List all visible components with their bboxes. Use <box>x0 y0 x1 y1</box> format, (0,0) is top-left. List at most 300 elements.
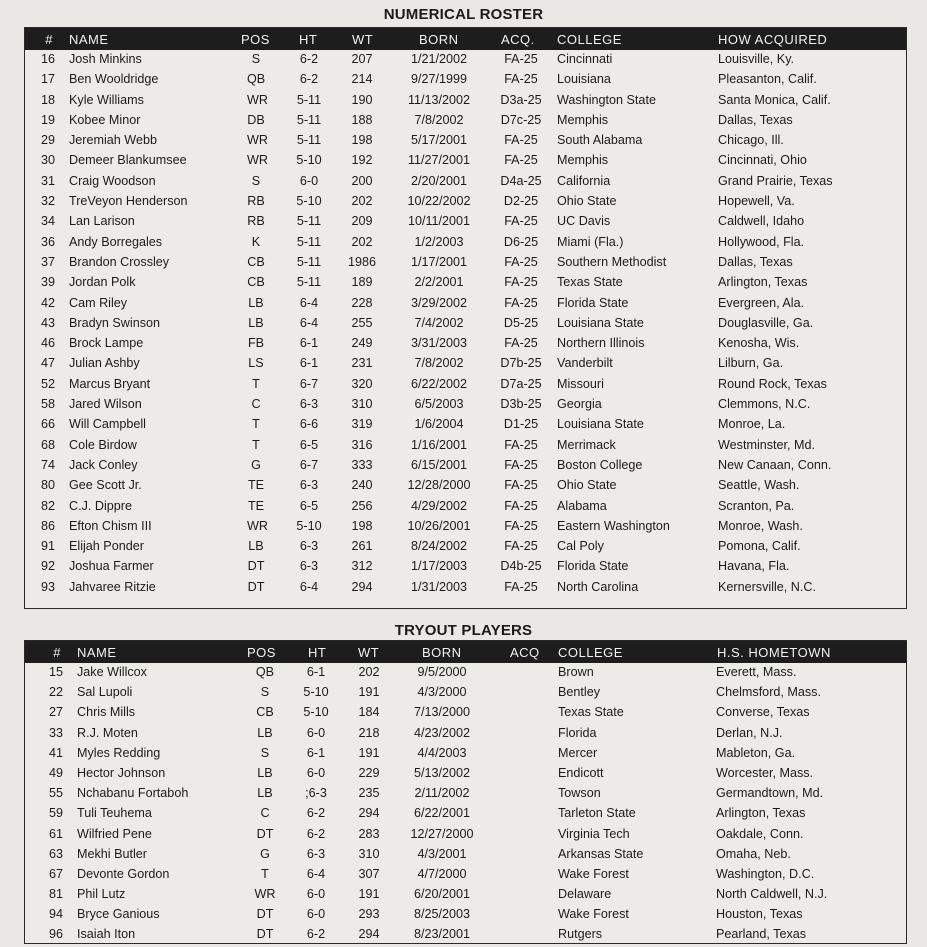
cell-born: 6/15/2001 <box>410 457 468 472</box>
cell-pos: WR <box>254 887 276 902</box>
cell-born: 2/11/2002 <box>414 786 470 801</box>
cell-ht: 5-10 <box>303 685 329 700</box>
cell-acq: D4b-25 <box>500 559 542 574</box>
cell-hometown: Cincinnati, Ohio <box>718 153 807 168</box>
cell-name: Bradyn Swinson <box>69 315 161 330</box>
cell-born: 7/13/2000 <box>413 705 471 720</box>
cell-college: Towson <box>558 786 601 801</box>
cell-wt: 218 <box>358 725 380 740</box>
cell-pos: DB <box>247 112 265 127</box>
cell-wt: 191 <box>358 887 380 902</box>
cell-wt: 294 <box>358 806 380 821</box>
cell-hometown: Caldwell, Idaho <box>718 214 805 229</box>
table-row <box>25 865 906 885</box>
cell-ht: 6-4 <box>299 315 319 330</box>
table-row <box>25 744 906 764</box>
cell-ht: 5-11 <box>296 112 322 127</box>
table-row <box>25 273 906 293</box>
cell-number: 17 <box>40 72 55 87</box>
cell-pos: CB <box>247 254 265 269</box>
table-row <box>25 825 906 845</box>
cell-born: 4/3/2000 <box>417 685 467 700</box>
cell-wt: 191 <box>358 745 380 760</box>
cell-name: Julian Ashby <box>69 356 140 371</box>
cell-pos: S <box>260 745 270 760</box>
cell-born: 3/29/2002 <box>410 295 468 310</box>
roster-header-ht: HT <box>299 32 318 47</box>
cell-hometown: Clemmons, N.C. <box>718 397 811 412</box>
cell-born: 10/26/2001 <box>407 518 471 533</box>
cell-born: 4/23/2002 <box>413 725 471 740</box>
cell-hometown: Mableton, Ga. <box>716 745 796 760</box>
cell-college: Northern Illinois <box>557 336 645 351</box>
tryout-header-college: COLLEGE <box>558 645 623 660</box>
table-row <box>25 703 906 723</box>
cell-hometown: Chelmsford, Mass. <box>716 685 821 700</box>
cell-ht: 6-4 <box>299 579 319 594</box>
cell-college: Delaware <box>558 887 612 902</box>
cell-wt: 294 <box>351 579 373 594</box>
cell-pos: DT <box>247 559 265 574</box>
cell-number: 46 <box>40 336 55 351</box>
table-row <box>25 885 906 905</box>
cell-name: Cam Riley <box>69 295 128 310</box>
cell-born: 7/4/2002 <box>414 315 464 330</box>
table-row <box>25 456 906 476</box>
cell-number: 36 <box>40 234 55 249</box>
cell-pos: LB <box>257 725 273 740</box>
cell-name: Jack Conley <box>69 457 138 472</box>
cell-ht: 6-0 <box>306 765 326 780</box>
cell-hometown: Monroe, Wash. <box>718 518 803 533</box>
cell-wt: 310 <box>351 397 373 412</box>
cell-number: 49 <box>48 765 63 780</box>
cell-hometown: Hollywood, Fla. <box>718 234 805 249</box>
cell-born: 4/7/2000 <box>417 866 467 881</box>
table-row <box>25 294 906 314</box>
tryout-header-wt: WT <box>358 645 380 660</box>
cell-wt: 235 <box>358 786 380 801</box>
cell-born: 11/27/2001 <box>407 153 471 168</box>
cell-ht: 5-11 <box>296 133 322 148</box>
cell-college: Alabama <box>557 498 607 513</box>
cell-number: 37 <box>40 254 55 269</box>
cell-number: 96 <box>48 927 63 942</box>
cell-pos: CB <box>247 275 265 290</box>
cell-ht: 6-3 <box>299 559 319 574</box>
cell-college: Memphis <box>557 112 609 127</box>
cell-college: South Alabama <box>557 133 643 148</box>
cell-ht: 6-0 <box>306 887 326 902</box>
cell-college: Louisiana State <box>557 417 644 432</box>
table-row <box>25 375 906 395</box>
cell-pos: K <box>251 234 261 249</box>
cell-name: Josh Minkins <box>69 52 142 66</box>
roster-title: NUMERICAL ROSTER <box>383 6 544 23</box>
cell-wt: 214 <box>351 72 373 87</box>
cell-pos: LB <box>257 765 273 780</box>
cell-number: 15 <box>48 665 63 679</box>
cell-ht: 6-1 <box>306 665 326 679</box>
cell-hometown: Pleasanton, Calif. <box>718 72 817 87</box>
table-row <box>25 111 906 131</box>
cell-name: Brock Lampe <box>69 336 144 351</box>
cell-ht: 5-11 <box>296 275 322 290</box>
table-row <box>25 436 906 456</box>
cell-college: Arkansas State <box>558 846 644 861</box>
table-row <box>25 314 906 334</box>
cell-number: 93 <box>40 579 55 594</box>
cell-pos: RB <box>247 214 265 229</box>
table-row <box>25 131 906 151</box>
cell-acq: D7c-25 <box>500 112 542 127</box>
cell-acq: FA-25 <box>504 153 538 168</box>
cell-college: Tarleton State <box>558 806 636 821</box>
cell-born: 2/20/2001 <box>410 173 468 188</box>
cell-college: Wake Forest <box>558 907 629 922</box>
cell-number: 16 <box>40 52 55 66</box>
cell-born: 2/2/2001 <box>414 275 464 290</box>
cell-acq: D4a-25 <box>500 173 542 188</box>
table-row <box>25 476 906 496</box>
cell-acq: D7b-25 <box>500 356 542 371</box>
cell-born: 6/22/2002 <box>410 376 468 391</box>
cell-number: 94 <box>48 907 63 922</box>
table-row <box>25 50 906 70</box>
cell-born: 5/17/2001 <box>410 133 468 148</box>
cell-name: Nchabanu Fortaboh <box>77 786 189 801</box>
cell-ht: 5-10 <box>296 153 322 168</box>
cell-ht: 6-2 <box>306 826 326 841</box>
cell-pos: S <box>260 685 270 700</box>
cell-number: 91 <box>40 539 55 554</box>
cell-hometown: Evergreen, Ala. <box>718 295 805 310</box>
cell-acq: FA-25 <box>504 336 538 351</box>
cell-name: Jordan Polk <box>69 275 136 290</box>
cell-hometown: Everett, Mass. <box>716 665 797 679</box>
tryout-table <box>24 640 907 944</box>
cell-name: Andy Borregales <box>69 234 163 249</box>
cell-college: Eastern Washington <box>557 518 670 533</box>
cell-college: Texas State <box>558 705 624 720</box>
table-row <box>25 354 906 374</box>
cell-wt: 319 <box>351 417 373 432</box>
cell-hometown: Dallas, Texas <box>718 112 793 127</box>
cell-ht: 6-0 <box>306 907 326 922</box>
cell-pos: QB <box>255 665 275 679</box>
table-row <box>25 497 906 517</box>
cell-pos: S <box>251 173 261 188</box>
table-row <box>25 151 906 171</box>
cell-acq: FA-25 <box>504 457 538 472</box>
cell-hometown: Houston, Texas <box>716 907 803 922</box>
cell-born: 1/6/2004 <box>414 417 464 432</box>
cell-name: Jahvaree Ritzie <box>69 579 156 594</box>
cell-number: 59 <box>48 806 63 821</box>
table-row <box>25 764 906 784</box>
cell-hometown: Scranton, Pa. <box>718 498 795 513</box>
cell-ht: 6-1 <box>306 745 326 760</box>
cell-college: Rutgers <box>558 927 603 942</box>
cell-pos: WR <box>247 133 268 148</box>
cell-acq: FA-25 <box>504 498 538 513</box>
cell-wt: 202 <box>351 194 373 209</box>
table-row <box>25 905 906 925</box>
cell-ht: 6-1 <box>299 336 319 351</box>
cell-wt: 209 <box>351 214 373 229</box>
cell-name: Tuli Teuhema <box>77 806 152 821</box>
cell-name: Mekhi Butler <box>77 846 147 861</box>
cell-name: Kobee Minor <box>69 112 141 127</box>
cell-wt: 229 <box>358 765 380 780</box>
cell-college: Endicott <box>558 765 604 780</box>
table-row <box>25 724 906 744</box>
cell-ht: 6-7 <box>299 376 319 391</box>
table-row <box>25 233 906 253</box>
cell-wt: 320 <box>351 376 373 391</box>
cell-pos: C <box>251 397 261 412</box>
cell-ht: 6-0 <box>299 173 319 188</box>
cell-number: 47 <box>40 356 55 371</box>
roster-header-born: BORN <box>419 32 459 47</box>
cell-ht: 5-11 <box>296 214 322 229</box>
cell-born: 8/23/2001 <box>413 927 471 942</box>
cell-ht: 5-10 <box>296 518 322 533</box>
cell-acq: FA-25 <box>504 52 538 66</box>
cell-acq: FA-25 <box>504 133 538 148</box>
tryout-header-number: # <box>53 645 61 660</box>
cell-ht: 6-3 <box>299 478 319 493</box>
cell-wt: 198 <box>351 518 373 533</box>
cell-pos: DT <box>256 927 274 942</box>
cell-number: 81 <box>48 887 63 902</box>
tryout-header-row <box>25 641 906 663</box>
cell-acq: FA-25 <box>504 579 538 594</box>
cell-hometown: Derlan, N.J. <box>716 725 783 740</box>
cell-college: Texas State <box>557 275 623 290</box>
cell-name: R.J. Moten <box>77 725 138 740</box>
cell-acq: D7a-25 <box>500 376 542 391</box>
cell-college: Wake Forest <box>558 866 629 881</box>
cell-acq: FA-25 <box>504 214 538 229</box>
cell-wt: 191 <box>358 685 380 700</box>
cell-college: Florida State <box>557 295 629 310</box>
cell-pos: G <box>260 846 270 861</box>
cell-pos: T <box>252 376 260 391</box>
cell-name: Sal Lupoli <box>77 685 133 700</box>
cell-number: 66 <box>40 417 55 432</box>
cell-wt: 333 <box>351 457 373 472</box>
cell-college: Florida State <box>557 559 629 574</box>
cell-hometown: Dallas, Texas <box>718 254 793 269</box>
cell-name: Cole Birdow <box>69 437 137 452</box>
cell-ht: 6-0 <box>306 725 326 740</box>
tryout-header-born: BORN <box>422 645 462 660</box>
cell-hometown: Kenosha, Wis. <box>718 336 800 351</box>
cell-pos: T <box>252 417 260 432</box>
cell-college: Miami (Fla.) <box>557 234 624 249</box>
cell-born: 8/25/2003 <box>413 907 471 922</box>
cell-ht: 6-4 <box>306 866 326 881</box>
tryout-rows <box>25 663 906 946</box>
cell-wt: 189 <box>351 275 373 290</box>
cell-name: Efton Chism III <box>69 518 152 533</box>
table-row <box>25 91 906 111</box>
cell-wt: 312 <box>351 559 373 574</box>
cell-ht: 6-2 <box>299 52 319 66</box>
cell-acq: FA-25 <box>504 254 538 269</box>
cell-born: 1/31/2003 <box>410 579 468 594</box>
cell-hometown: Pomona, Calif. <box>718 539 801 554</box>
cell-acq: D1-25 <box>503 417 539 432</box>
cell-wt: 200 <box>351 173 373 188</box>
table-row <box>25 683 906 703</box>
cell-born: 6/22/2001 <box>413 806 471 821</box>
cell-number: 33 <box>48 725 63 740</box>
cell-name: Ben Wooldridge <box>69 72 159 87</box>
cell-born: 4/29/2002 <box>410 498 468 513</box>
cell-ht: 5-11 <box>296 254 322 269</box>
cell-number: 63 <box>48 846 63 861</box>
cell-born: 12/28/2000 <box>407 478 471 493</box>
table-row <box>25 804 906 824</box>
cell-hometown: Monroe, La. <box>718 417 786 432</box>
table-row <box>25 212 906 232</box>
roster-header-wt: WT <box>352 32 374 47</box>
cell-hometown: Converse, Texas <box>716 705 810 720</box>
cell-hometown: Worcester, Mass. <box>716 765 814 780</box>
tryout-header-name: NAME <box>77 645 117 660</box>
cell-ht: 6-2 <box>299 72 319 87</box>
cell-ht: 5-10 <box>303 705 329 720</box>
tryout-header-pos: POS <box>247 645 276 660</box>
tryout-header-hometown: H.S. HOMETOWN <box>717 645 831 660</box>
cell-college: Cal Poly <box>557 539 604 554</box>
cell-pos: T <box>261 866 269 881</box>
cell-ht: 6-3 <box>299 397 319 412</box>
cell-number: 68 <box>40 437 55 452</box>
cell-pos: WR <box>247 153 268 168</box>
tryout-header-ht: HT <box>308 645 327 660</box>
cell-born: 1/16/2001 <box>410 437 468 452</box>
cell-born: 1/21/2002 <box>410 52 468 66</box>
cell-born: 5/13/2002 <box>413 765 471 780</box>
cell-college: North Carolina <box>557 579 639 594</box>
cell-hometown: Westminster, Md. <box>718 437 816 452</box>
cell-name: Brandon Crossley <box>69 254 170 269</box>
cell-pos: C <box>260 806 270 821</box>
cell-name: C.J. Dippre <box>69 498 132 513</box>
table-row <box>25 253 906 273</box>
cell-wt: 240 <box>351 478 373 493</box>
roster-header-row <box>25 28 906 50</box>
cell-born: 1/17/2001 <box>410 254 468 269</box>
cell-wt: 202 <box>358 665 380 679</box>
cell-number: 52 <box>40 376 55 391</box>
cell-acq: FA-25 <box>504 539 538 554</box>
cell-number: 31 <box>40 173 55 188</box>
cell-acq: FA-25 <box>504 478 538 493</box>
cell-pos: FB <box>247 336 265 351</box>
cell-number: 67 <box>48 866 63 881</box>
cell-hometown: Santa Monica, Calif. <box>718 92 831 107</box>
cell-name: Myles Redding <box>77 745 161 760</box>
cell-name: Marcus Bryant <box>69 376 151 391</box>
cell-wt: 307 <box>358 866 380 881</box>
cell-number: 74 <box>40 457 55 472</box>
cell-name: Joshua Farmer <box>69 559 154 574</box>
cell-pos: DT <box>247 579 265 594</box>
cell-born: 12/27/2000 <box>410 826 474 841</box>
cell-number: 18 <box>40 92 55 107</box>
cell-born: 8/24/2002 <box>410 539 468 554</box>
cell-pos: LB <box>248 315 264 330</box>
cell-college: Ohio State <box>557 478 617 493</box>
cell-wt: 198 <box>351 133 373 148</box>
cell-hometown: New Canaan, Conn. <box>718 457 832 472</box>
cell-college: Merrimack <box>557 437 616 452</box>
cell-ht: 6-5 <box>299 437 319 452</box>
cell-acq: D2-25 <box>503 194 539 209</box>
cell-pos: S <box>251 52 261 66</box>
cell-acq: D5-25 <box>503 315 539 330</box>
table-row <box>25 925 906 945</box>
cell-wt: 256 <box>351 498 373 513</box>
cell-college: Boston College <box>557 457 643 472</box>
cell-hometown: Omaha, Neb. <box>716 846 791 861</box>
cell-acq: D6-25 <box>503 234 539 249</box>
table-row <box>25 70 906 90</box>
cell-number: 86 <box>40 518 55 533</box>
cell-college: Virginia Tech <box>558 826 630 841</box>
cell-ht: 5-11 <box>296 234 322 249</box>
cell-ht: ;6-3 <box>305 786 327 801</box>
cell-name: Phil Lutz <box>77 887 126 902</box>
cell-name: Kyle Williams <box>69 92 144 107</box>
cell-born: 7/8/2002 <box>414 112 464 127</box>
cell-college: Cincinnati <box>557 52 613 66</box>
cell-wt: 283 <box>358 826 380 841</box>
cell-hometown: Grand Prairie, Texas <box>718 173 833 188</box>
table-row <box>25 845 906 865</box>
roster-rows <box>25 50 906 598</box>
table-row <box>25 172 906 192</box>
cell-born: 7/8/2002 <box>414 356 464 371</box>
cell-number: 22 <box>48 685 63 700</box>
cell-pos: LB <box>248 539 264 554</box>
cell-hometown: Seattle, Wash. <box>718 478 800 493</box>
cell-hometown: Havana, Fla. <box>718 559 790 574</box>
table-row <box>25 557 906 577</box>
cell-college: Vanderbilt <box>557 356 613 371</box>
cell-wt: 192 <box>351 153 373 168</box>
cell-wt: 249 <box>351 336 373 351</box>
cell-name: TreVeyon Henderson <box>69 194 188 209</box>
cell-number: 92 <box>40 559 55 574</box>
cell-hometown: Lilburn, Ga. <box>718 356 784 371</box>
table-row <box>25 395 906 415</box>
cell-born: 1/17/2003 <box>410 559 468 574</box>
cell-number: 19 <box>40 112 55 127</box>
cell-hometown: Washington, D.C. <box>716 866 815 881</box>
cell-hometown: Round Rock, Texas <box>718 376 827 391</box>
roster-header-acq: ACQ. <box>501 32 535 47</box>
cell-pos: WR <box>247 518 268 533</box>
cell-ht: 6-2 <box>306 927 326 942</box>
cell-born: 10/22/2002 <box>407 194 471 209</box>
cell-born: 1/2/2003 <box>414 234 464 249</box>
cell-number: 43 <box>40 315 55 330</box>
